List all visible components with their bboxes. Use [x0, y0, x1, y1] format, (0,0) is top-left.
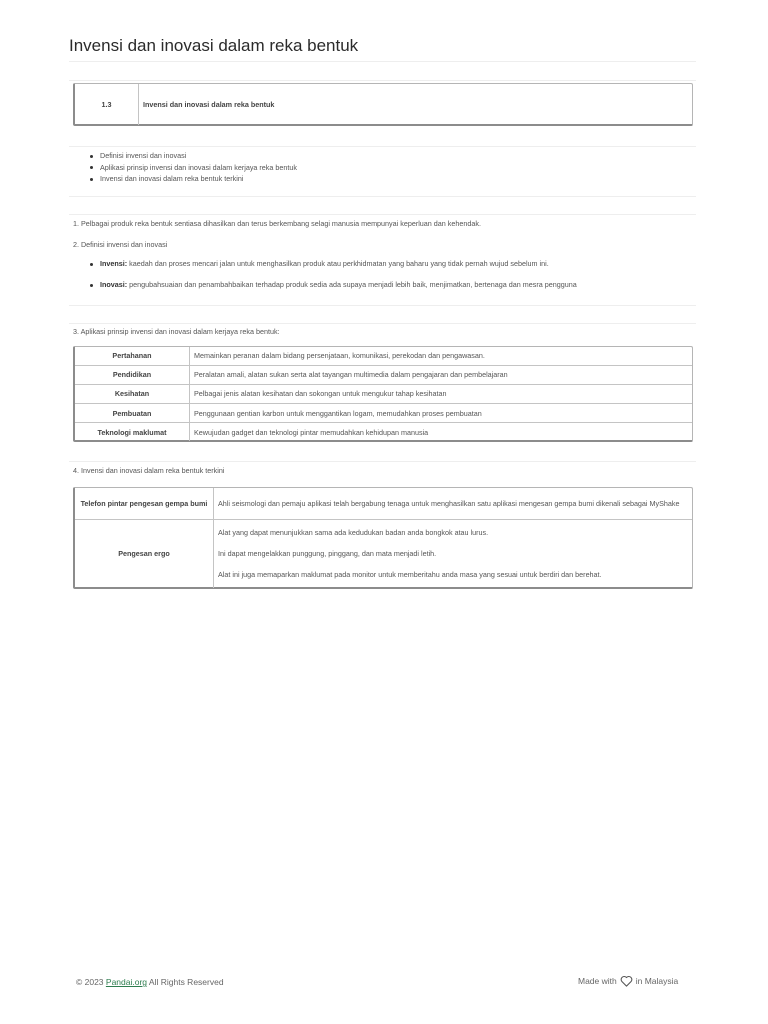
table-row	[75, 488, 692, 519]
divider	[69, 323, 696, 324]
desc-cell: Memainkan peranan dalam bidang persenjataan, komunikasi, perekodan dan pengawasan.	[190, 347, 693, 365]
list-item: Aplikasi prinsip invensi dan inovasi dalam kerjaya reka bentuk	[89, 162, 297, 174]
desc-cell: Ahli seismologi dan pemaju aplikasi telah bergabung tenaga untuk menghasilkan satu aplikasi mengesan gempa bumi dikenali sebagai MyShake	[214, 488, 693, 519]
list-item: Definisi invensi dan inovasi	[89, 150, 297, 162]
latest-table	[73, 487, 693, 589]
divider	[69, 305, 696, 306]
table-row	[75, 384, 692, 403]
desc-cell: Kewujudan gadget dan teknologi pintar memudahkan kehidupan manusia	[190, 423, 693, 441]
field-cell: Teknologi maklumat	[75, 423, 190, 441]
field-cell: Kesihatan	[75, 384, 190, 403]
table-row	[75, 365, 692, 384]
desc-line: Alat ini juga memaparkan maklumat pada monitor untuk memberitahu anda masa yang sesuai untuk berdiri dan berehat.	[218, 570, 602, 580]
term-label: Inovasi:	[100, 280, 128, 289]
name-cell: Telefon pintar pengesan gempa bumi	[80, 498, 208, 508]
table-row	[75, 423, 692, 441]
table-row	[75, 519, 692, 588]
latest-heading: 4. Invensi dan inovasi dalam reka bentuk terkini	[73, 466, 225, 475]
footer-copyright	[76, 977, 224, 987]
rights-text: All Rights Reserved	[147, 977, 224, 987]
heart-icon	[620, 975, 633, 987]
table-row	[75, 404, 692, 423]
copyright-text: © 2023	[76, 977, 106, 987]
list-item	[89, 279, 700, 291]
divider	[69, 461, 696, 462]
desc-cell	[214, 519, 693, 588]
chapter-number: 1.3	[101, 100, 112, 109]
list-item	[89, 258, 700, 270]
page-title: Invensi dan inovasi dalam reka bentuk	[69, 36, 359, 55]
footer-made-with	[578, 975, 678, 987]
applications-heading: 3. Aplikasi prinsip invensi dan inovasi dalam kerjaya reka bentuk:	[73, 327, 280, 336]
divider	[69, 196, 696, 197]
field-cell: Pendidikan	[75, 365, 190, 384]
in-country-text: in Malaysia	[635, 976, 679, 986]
divider	[69, 61, 696, 62]
definitions-heading: 2. Definisi invensi dan inovasi	[73, 240, 168, 249]
divider	[69, 146, 696, 147]
desc-line: Alat yang dapat menunjukkan sama ada kedudukan badan anda bongkok atau lurus.	[218, 528, 489, 538]
table-row	[75, 347, 692, 365]
made-with-text: Made with	[578, 976, 617, 986]
applications-table	[73, 346, 693, 442]
divider	[69, 80, 696, 81]
term-text: kaedah dan proses mencari jalan untuk menghasilkan produk atau perkhidmatan yang baharu yang tidak pernah wujud sebelum ini.	[127, 259, 549, 268]
term-label: Invensi:	[100, 259, 128, 268]
list-item: Invensi dan inovasi dalam reka bentuk terkini	[89, 173, 297, 185]
chapter-title: Invensi dan inovasi dalam reka bentuk	[139, 84, 693, 125]
term-text: pengubahsuaian dan penambahbaikan terhadap produk sedia ada supaya menjadi lebih baik, menjimatkan, bertenaga dan mesra pengguna	[127, 280, 577, 289]
field-cell: Pertahanan	[112, 351, 152, 361]
desc-cell: Pelbagai jenis alatan kesihatan dan sokongan untuk mengukur tahap kesihatan	[190, 384, 693, 403]
site-link[interactable]: Pandai.org	[105, 977, 148, 987]
topic-list	[89, 150, 297, 185]
desc-cell: Peralatan amali, alatan sukan serta alat tayangan multimedia dalam pengajaran dan pembelajaran	[190, 365, 693, 384]
chapter-header-table	[73, 83, 693, 126]
field-cell: Pembuatan	[75, 404, 190, 423]
desc-cell: Penggunaan gentian karbon untuk menggantikan logam, memudahkan proses pembuatan	[190, 404, 693, 423]
divider	[69, 214, 696, 215]
intro-paragraph: 1. Pelbagai produk reka bentuk sentiasa dihasilkan dan terus berkembang selagi manusia mempunyai keperluan dan kehendak.	[73, 219, 481, 228]
desc-line: Ini dapat mengelakkan punggung, pinggang, dan mata menjadi letih.	[218, 549, 437, 559]
name-cell: Pengesan ergo	[75, 519, 214, 588]
